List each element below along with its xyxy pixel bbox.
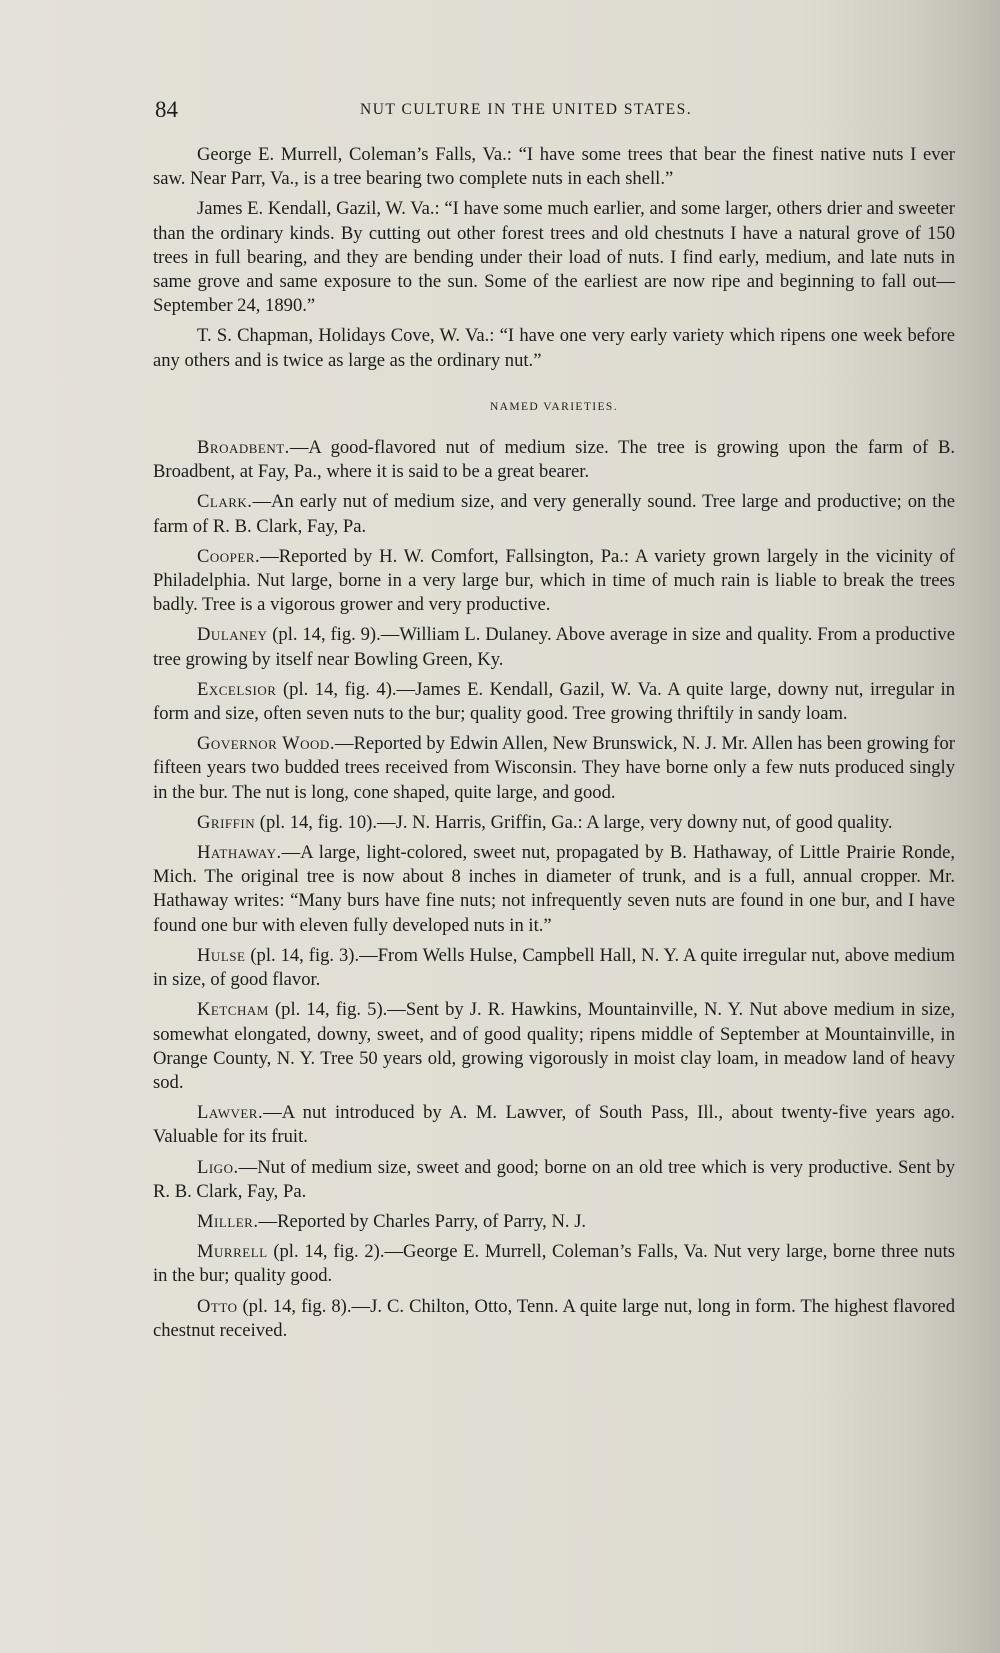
intro-paragraph: George E. Murrell, Coleman’s Falls, Va.: “I have some trees that bear the finest native nuts I ever saw. Near Parr, Va., is a tree bearing two complete nuts in each shell.” [153, 144, 955, 190]
variety-description: (pl. 14, fig. 9).—William L. Dulaney. Above average in size and quality. From a productive tree growing by itself near Bowling Green, Ky. [153, 624, 955, 670]
variety-entry [153, 678, 955, 726]
variety-description: (pl. 14, fig. 10).—J. N. Harris, Griffin, Ga.: A large, very downy nut, of good quality. [255, 811, 893, 833]
variety-description: —An early nut of medium size, and very generally sound. Tree large and productive; on the farm of R. B. Clark, Fay, Pa. [153, 491, 955, 537]
variety-description: —A nut introduced by A. M. Lawver, of South Pass, Ill., about twenty-five years ago. Valuable for its fruit. [153, 1102, 955, 1148]
page-header [155, 97, 955, 127]
variety-entry [153, 436, 955, 484]
variety-entry [153, 1240, 955, 1288]
variety-entry [153, 811, 955, 835]
variety-entry [153, 944, 955, 992]
variety-description: (pl. 14, fig. 5).—Sent by J. R. Hawkins, Mountainville, N. Y. Nut above medium in size, somewhat elongated, downy, sweet, and of good quality; ripens middle of September at Mountainville, in Orange County, N. Y. Tree 50 years old, growing vigorously in moist clay loam, in meadow land of heavy sod. [153, 999, 955, 1093]
variety-entry [153, 1295, 955, 1343]
variety-name: Broadbent. [197, 437, 290, 459]
page-body [153, 143, 955, 1349]
variety-name: Murrell [197, 1241, 268, 1263]
intro-paragraph: James E. Kendall, Gazil, W. Va.: “I have some much earlier, and some larger, others drier and sweeter than the ordinary kinds. By cutting out other forest trees and old chestnuts I have a natural grove of 150 trees in full bearing, and they are bending under their load of nuts. I find early, medium, and late nuts in same grove and same exposure to the sun. Some of the earliest are now ripe and beginning to fall out—September 24, 1890.” [153, 198, 955, 317]
section-heading: NAMED VARIETIES. [489, 400, 619, 413]
variety-description: (pl. 14, fig. 3).—From Wells Hulse, Campbell Hall, N. Y. A quite irregular nut, above medium in size, of good flavor. [153, 944, 955, 991]
variety-description: —A good-flavored nut of medium size. The tree is growing upon the farm of B. Broadbent, at Fay, Pa., where it is said to be a great bearer. [153, 437, 955, 483]
variety-name: Miller. [197, 1210, 259, 1232]
variety-name: Clark. [197, 491, 253, 513]
variety-name: Hathaway. [197, 842, 282, 864]
variety-name: Otto [197, 1295, 238, 1317]
intro-paragraph: T. S. Chapman, Holidays Cove, W. Va.: “I have one very early variety which ripens one week before any others and is twice as large as the ordinary nut.” [153, 325, 955, 371]
variety-name: Griffin [197, 811, 256, 833]
variety-entry [153, 1101, 955, 1149]
variety-name: Excelsior [197, 678, 277, 700]
variety-description: —Reported by Charles Parry, of Parry, N. J. [258, 1210, 587, 1232]
page-number: 84 [155, 97, 178, 122]
variety-description: —Reported by Edwin Allen, New Brunswick, N. J. Mr. Allen has been growing for fifteen years two budded trees received from Wisconsin. They have borne only a few nuts produced singly in the bur. The nut is long, cone shaped, quite large, and good. [153, 733, 955, 803]
variety-entry [153, 1156, 955, 1204]
variety-name: Governor Wood. [197, 733, 335, 755]
variety-description: —Nut of medium size, sweet and good; borne on an old tree which is very productive. Sent by R. B. Clark, Fay, Pa. [153, 1156, 955, 1202]
variety-entry [153, 545, 955, 618]
variety-description: —A large, light-colored, sweet nut, propagated by B. Hathaway, of Little Prairie Ronde, Mich. The original tree is now about 8 inches in diameter of trunk, and is a full, annual cropper. Mr. Hathaway writes: “Many burs have fine nuts; not infrequently seven nuts are found in one bur, and I have found one bur with eleven fully developed nuts in it.” [153, 842, 955, 936]
variety-name: Ketcham [197, 999, 269, 1021]
running-title: NUT CULTURE IN THE UNITED STATES. [360, 101, 693, 118]
variety-name: Dulaney [197, 624, 268, 646]
variety-name: Hulse [197, 944, 246, 966]
variety-name: Ligo. [197, 1156, 239, 1178]
variety-entry [153, 732, 955, 805]
variety-description: —Reported by H. W. Comfort, Fallsington, Pa.: A variety grown largely in the vicinity of Philadelphia. Nut large, borne in a very large bur, which in time of much rain is liable to break the trees badly. Tree is a vigorous grower and very productive. [153, 545, 955, 616]
variety-description: (pl. 14, fig. 2).—George E. Murrell, Coleman’s Falls, Va. Nut very large, borne three nuts in the bur; quality good. [153, 1241, 955, 1287]
variety-entry [153, 623, 955, 671]
variety-description: (pl. 14, fig. 8).—J. C. Chilton, Otto, Tenn. A quite large nut, long in form. The highest flavored chestnut received. [153, 1295, 955, 1341]
variety-entry [153, 490, 955, 538]
variety-entry [153, 841, 955, 938]
variety-description: (pl. 14, fig. 4).—James E. Kendall, Gazil, W. Va. A quite large, downy nut, irregular in form and size, often seven nuts to the bur; quality good. Tree growing thriftily in sandy loam. [153, 678, 955, 725]
variety-entry [153, 998, 955, 1095]
variety-name: Lawver. [197, 1102, 264, 1124]
variety-name: Cooper. [197, 545, 261, 567]
variety-entry [153, 1210, 955, 1234]
